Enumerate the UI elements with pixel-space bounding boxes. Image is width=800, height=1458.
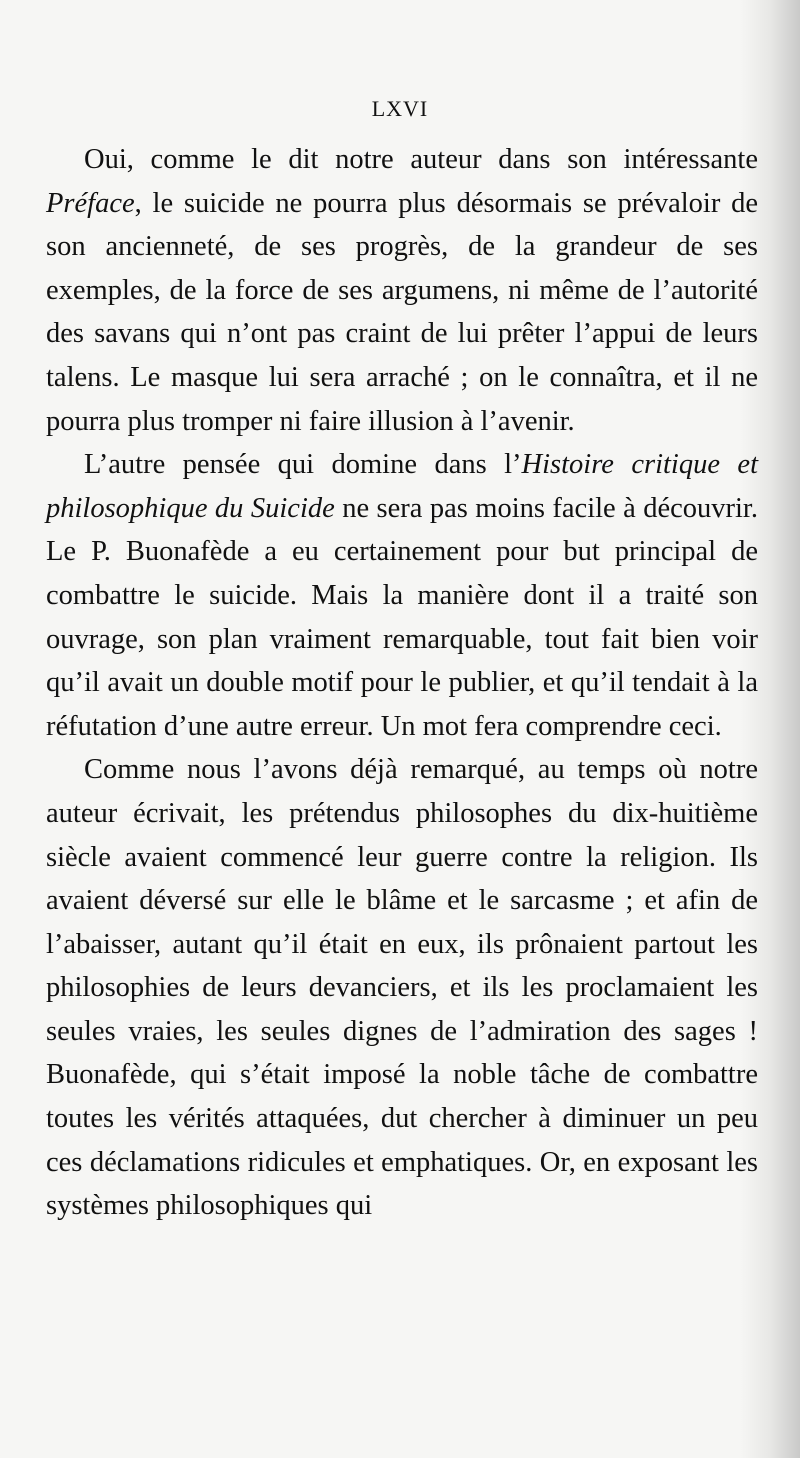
- paragraph: [46, 748, 758, 1228]
- italic-text: Préface: [46, 187, 135, 219]
- italic-text: Histoire critique et philosophique du Suicide: [46, 449, 758, 524]
- text-segment: , le suicide ne pourra plus désormais se prévaloir de son ancienneté, de ses progrès, de la grandeur de ses exemples, de la force de ses argumens, ni même de l’autorité des savans qui n’ont pas craint de lui prêter l’appui de leurs talens. Le masque lui sera arraché ; on le connaîtra, et il ne pourra plus tromper ni faire illusion à l’avenir.: [46, 187, 758, 437]
- body-text: [46, 138, 758, 1228]
- text-segment: Oui, comme le dit notre auteur dans son intéressante: [84, 144, 758, 175]
- text-segment: ne sera pas moins facile à découvrir. Le P. Buonafède a eu certainement pour but principal de combattre le suicide. Mais la manière dont il a traité son ouvrage, son plan vraiment remarquable, tout fait bien voir qu’il avait un double motif pour le publier, et qu’il tendait à la réfutation d’une autre erreur. Un mot fera comprendre ceci.: [46, 492, 758, 742]
- text-segment: Comme nous l’avons déjà remarqué, au temps où notre auteur écrivait, les prétendus philosophes du dix-huitième siècle avaient commencé leur guerre contre la religion. Ils avaient déversé sur elle le blâme et le sarcasme ; et afin de l’abaisser, autant qu’il était en eux, ils prônaient partout les philosophies de leurs devanciers, et ils les proclamaient les seules vraies, les seules dignes de l’admiration des sages ! Buonafède, qui s’était imposé la noble tâche de combattre toutes les vérités attaquées, dut chercher à diminuer un peu ces déclamations ridicules et emphatiques. Or, en exposant les systèmes philosophiques qui: [46, 754, 758, 1222]
- text-segment: L’autre pensée qui domine dans l’: [84, 449, 522, 481]
- paragraph: [46, 138, 758, 443]
- paragraph: [46, 443, 758, 748]
- page-number: LXVI: [371, 96, 429, 121]
